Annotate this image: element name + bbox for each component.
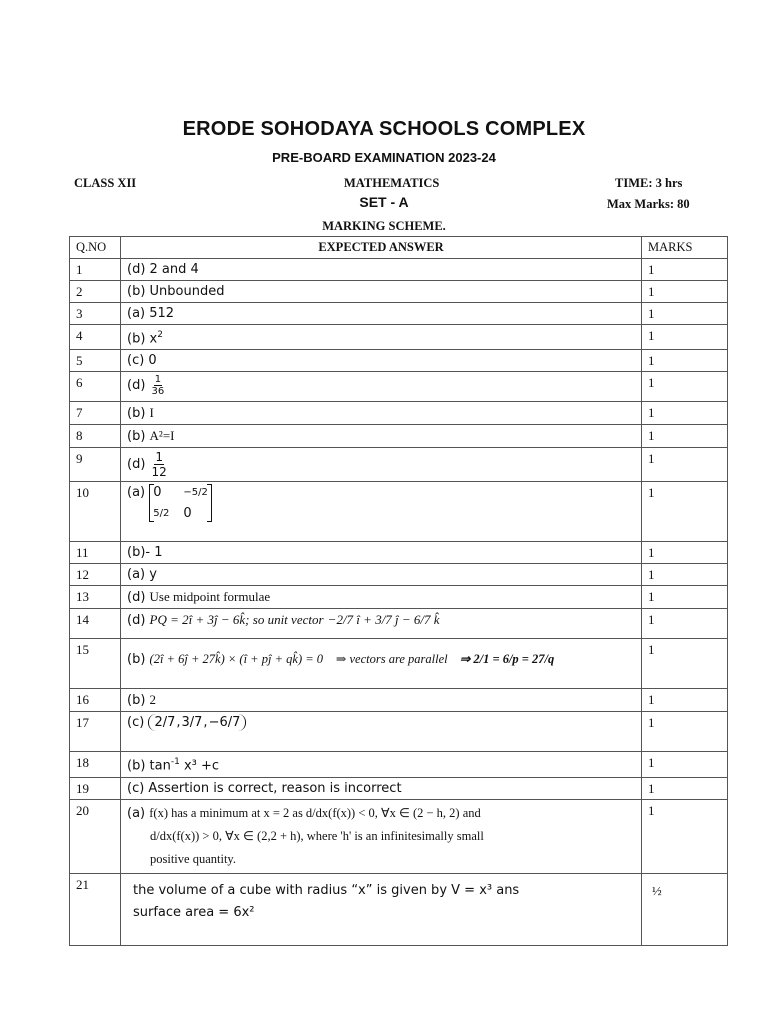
marks-cell: 1: [642, 542, 728, 564]
answer-text: surface area = 6x²: [133, 904, 255, 920]
table-row: [70, 777, 728, 799]
question-number: 2: [70, 281, 121, 303]
marking-scheme-label: MARKING SCHEME.: [322, 219, 446, 233]
answer-cell: (b)- 1: [121, 542, 642, 564]
answer-cell: [121, 325, 642, 350]
table-row: [70, 372, 728, 402]
marks-cell: 1: [642, 586, 728, 609]
question-number: 7: [70, 402, 121, 425]
matrix-entry: 0: [183, 506, 192, 522]
vector-component: [182, 716, 203, 730]
table-row: [70, 482, 728, 542]
question-number: 17: [70, 712, 121, 752]
table-row: [70, 712, 728, 752]
answer-superscript: 2: [157, 330, 163, 340]
marks-cell: 1: [642, 712, 728, 752]
table-row: [70, 639, 728, 689]
answer-cell: (d) 2 and 4: [121, 259, 642, 281]
table-row: [70, 402, 728, 425]
answer-math: −2/7 î + 3/7 ĵ − 6/7 k̂: [327, 612, 440, 628]
answer-math: (2î + 6ĵ + 27k̂) × (î + pĵ + qk̂) = 0⃗ ⇒ vectors are parallel: [149, 652, 448, 667]
answer-cell: [121, 448, 642, 482]
question-number: 1: [70, 259, 121, 281]
table-row: [70, 350, 728, 372]
marks-cell: 1: [642, 799, 728, 873]
answer-cell: [121, 482, 642, 542]
subject-label: MATHEMATICS: [344, 176, 440, 190]
table-row: [70, 259, 728, 281]
marks-cell: ½: [642, 873, 728, 945]
marks-cell: 1: [642, 482, 728, 542]
question-number: 9: [70, 448, 121, 482]
answer-math: Use midpoint formulae: [149, 589, 271, 605]
marks-cell: 1: [642, 350, 728, 372]
answer-cell: (a) 512: [121, 303, 642, 325]
question-number: 13: [70, 586, 121, 609]
answer-cell: [121, 402, 642, 425]
answer-cell: (c) Assertion is correct, reason is incorrect: [121, 777, 642, 799]
marks-cell: 1: [642, 303, 728, 325]
table-row: [70, 542, 728, 564]
vector-component: [209, 716, 241, 730]
question-number: 10: [70, 482, 121, 542]
answer-cell: (b) Unbounded: [121, 281, 642, 303]
answer-text: (b): [127, 429, 146, 445]
max-marks-label: Max Marks: 80: [607, 197, 690, 211]
table-row: [70, 799, 728, 873]
question-number: 5: [70, 350, 121, 372]
vector-component-value: 2/7: [154, 714, 176, 730]
answer-text: (d): [127, 613, 146, 629]
answer-text: x³ +c: [179, 758, 220, 774]
answer-math: A²=I: [149, 428, 175, 444]
question-number: 8: [70, 425, 121, 448]
answer-text: (b) x: [127, 331, 158, 347]
table-row: [70, 752, 728, 777]
answer-text: the volume of a cube with radius “x” is given by V = x³ ans: [133, 882, 520, 898]
question-number: 11: [70, 542, 121, 564]
matrix-entry: 0: [153, 485, 162, 501]
answer-cell: [121, 712, 642, 752]
answer-cell: (a) y: [121, 564, 642, 586]
answer-text: (b) tan: [127, 758, 171, 774]
marks-cell: 1: [642, 425, 728, 448]
question-number: 14: [70, 609, 121, 639]
fraction: [151, 450, 168, 479]
marks-cell: 1: [642, 402, 728, 425]
question-number: 3: [70, 303, 121, 325]
fraction: [151, 374, 166, 397]
matrix-entry: 5/2: [153, 508, 170, 520]
answer-cell: [121, 799, 642, 873]
table-row: [70, 689, 728, 712]
fraction-numerator: 1: [155, 450, 163, 465]
answer-math: ⇒ 2/1 = 6/p = 27/q: [459, 652, 555, 667]
marks-cell: 1: [642, 689, 728, 712]
answer-cell: (c) 0: [121, 350, 642, 372]
answer-math: d/dx(f(x)) > 0, ∀x ∈ (2,2 + h), where 'h' is an infinitesimally small: [150, 828, 484, 843]
answer-text: (b): [127, 652, 146, 668]
answer-cell: [121, 639, 642, 689]
question-number: 21: [70, 873, 121, 945]
marks-cell: 1: [642, 609, 728, 639]
answer-text: (b): [127, 406, 146, 422]
answer-cell: [121, 873, 642, 945]
marks-cell: 1: [642, 564, 728, 586]
vector-component-value: 3/7: [181, 714, 203, 730]
answer-math: positive quantity.: [150, 851, 236, 866]
answer-math: f(x) has a minimum at x = 2 as d/dx(f(x)) < 0, ∀x ∈ (2 − h, 2) and: [149, 805, 481, 820]
answer-math: PQ = 2î + 3ĵ − 6k̂; so unit vector: [149, 612, 324, 628]
answer-cell: [121, 689, 642, 712]
column-header-marks: MARKS: [642, 237, 728, 259]
answer-text: (a): [127, 805, 146, 821]
vector-component-value: −6/7: [208, 714, 241, 730]
table-row: [70, 281, 728, 303]
answer-text: (a): [127, 485, 146, 501]
answer-text: (c): [127, 715, 145, 731]
fraction-denominator: 12: [151, 465, 167, 480]
marks-cell: 1: [642, 259, 728, 281]
table-row: [70, 303, 728, 325]
table-row: [70, 564, 728, 586]
table-row: [70, 586, 728, 609]
question-number: 6: [70, 372, 121, 402]
marks-cell: 1: [642, 752, 728, 777]
table-header-row: [70, 237, 728, 259]
question-number: 15: [70, 639, 121, 689]
question-number: 4: [70, 325, 121, 350]
question-number: 19: [70, 777, 121, 799]
answer-superscript: -1: [170, 757, 180, 768]
question-number: 16: [70, 689, 121, 712]
question-number: 20: [70, 799, 121, 873]
marks-cell: 1: [642, 639, 728, 689]
school-title: ERODE SOHODAYA SCHOOLS COMPLEX: [182, 118, 586, 140]
column-header-qno: Q.NO: [70, 237, 121, 259]
marking-scheme-table: [69, 236, 728, 946]
answer-cell: [121, 609, 642, 639]
answer-cell: [121, 586, 642, 609]
exam-title: PRE-BOARD EXAMINATION 2023-24: [272, 150, 496, 165]
marks-cell: 1: [642, 777, 728, 799]
answer-cell: [121, 372, 642, 402]
marks-cell: 1: [642, 325, 728, 350]
fraction-numerator: 1: [154, 374, 162, 386]
answer-math: I: [149, 405, 154, 421]
question-number: 12: [70, 564, 121, 586]
answer-cell: [121, 425, 642, 448]
class-label: CLASS XII: [74, 176, 137, 190]
table-row: [70, 325, 728, 350]
set-label: SET - A: [359, 194, 409, 210]
answer-math: 2: [149, 692, 157, 708]
table-row: [70, 425, 728, 448]
vector: 2/7 , 3/7 , −6/7: [148, 714, 246, 731]
table-row: [70, 448, 728, 482]
answer-text: (d): [127, 378, 146, 394]
matrix-entry: −5/2: [183, 487, 208, 499]
marks-cell: 1: [642, 372, 728, 402]
marks-cell: 1: [642, 281, 728, 303]
answer-cell: [121, 752, 642, 777]
marks-cell: 1: [642, 448, 728, 482]
answer-text: (d): [127, 590, 146, 606]
table-row: [70, 873, 728, 945]
fraction-denominator: 36: [151, 386, 165, 398]
time-label: TIME: 3 hrs: [615, 176, 683, 190]
matrix: [149, 484, 212, 522]
vector-component: [154, 716, 175, 730]
column-header-answer: EXPECTED ANSWER: [121, 237, 642, 259]
answer-text: (d): [127, 457, 146, 473]
question-number: 18: [70, 752, 121, 777]
answer-text: (b): [127, 693, 146, 709]
table-row: [70, 609, 728, 639]
